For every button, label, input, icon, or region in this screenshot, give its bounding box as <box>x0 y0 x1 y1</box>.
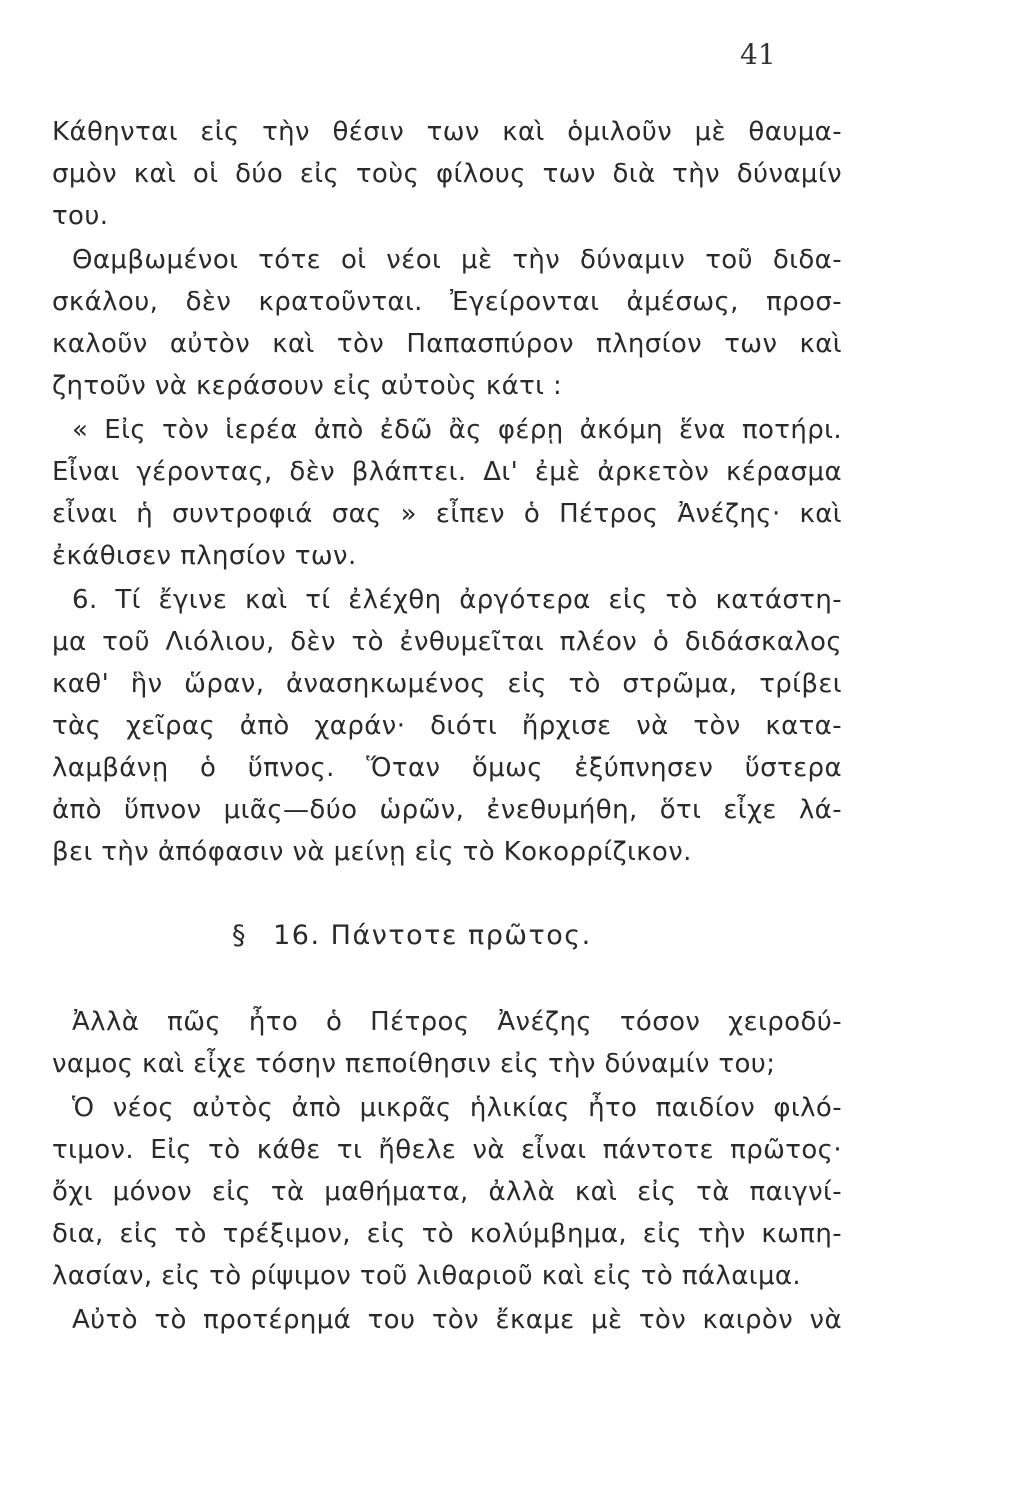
text-line: λαμβάνῃ ὁ ὕπνος. Ὅταν ὅμως ἐξύπνησεν ὕστερα <box>52 753 842 783</box>
text-line: βει τὴν ἀπόφασιν νὰ μείνῃ εἰς τὸ Κοκορρίζικον. <box>52 837 692 867</box>
text-line: εἶναι ἡ συντροφιά σας » εἶπεν ὁ Πέτρος Ἀνέζης· καὶ <box>52 499 842 529</box>
text-line: Κάθηνται εἰς τὴν θέσιν των καὶ ὁμιλοῦν μὲ θαυμα- <box>52 117 842 147</box>
text-line: μα τοῦ Λιόλιου, δὲν τὸ ἐνθυμεῖται πλέον ὁ διδάσκαλος <box>52 627 842 657</box>
text-line: σκάλου, δὲν κρατοῦνται. Ἐγείρονται ἀμέσως, προσ- <box>52 287 842 317</box>
text-line: Θαμβωμένοι τότε οἱ νέοι μὲ τὴν δύναμιν τοῦ διδα- <box>72 245 842 275</box>
text-line: λασίαν, εἰς τὸ ρίψιμον τοῦ λιθαριοῦ καὶ εἰς τὸ πάλαιμα. <box>52 1261 802 1291</box>
text-line: του. <box>52 201 109 231</box>
text-line: ἀπὸ ὕπνον μιᾶς—δύο ὡρῶν, ἐνεθυμήθη, ὅτι εἶχε λά- <box>52 795 842 825</box>
text-line: Ἀλλὰ πῶς ἦτο ὁ Πέτρος Ἀνέζης τόσον χειροδύ- <box>72 1007 842 1037</box>
text-line: 6. Τί ἔγινε καὶ τί ἐλέχθη ἀργότερα εἰς τὸ κατάστη- <box>72 585 842 615</box>
text-line: Αὐτὸ τὸ προτέρημά του τὸν ἔκαμε μὲ τὸν καιρὸν νὰ <box>72 1305 842 1335</box>
text-line: σμὸν καὶ οἱ δύο εἰς τοὺς φίλους των διὰ τὴν δύναμίν <box>52 159 842 189</box>
text-line: τιμον. Εἰς τὸ κάθε τι ἤθελε νὰ εἶναι πάντοτε πρῶτος· <box>52 1135 842 1165</box>
section-number: 16. <box>273 920 321 951</box>
text-line: ὄχι μόνον εἰς τὰ μαθήματα, ἀλλὰ καὶ εἰς τὰ παιγνί- <box>52 1177 842 1207</box>
text-line: τὰς χεῖρας ἀπὸ χαράν· διότι ἤρχισε νὰ τὸν κατα- <box>52 711 842 741</box>
text-line: Εἶναι γέροντας, δὲν βλάπτει. Δι' ἐμὲ ἀρκετὸν κέρασμα <box>52 457 842 487</box>
section-title: Πάντοτε πρῶτος. <box>330 920 592 951</box>
text-line: « Εἰς τὸν ἱερέα ἀπὸ ἐδῶ ἂς φέρῃ ἀκόμη ἕνα ποτήρι. <box>72 415 842 445</box>
text-line: καθ' ἣν ὥραν, ἀνασηκωμένος εἰς τὸ στρῶμα, τρίβει <box>52 669 842 699</box>
text-line: ναμος καὶ εἶχε τόσην πεποίθησιν εἰς τὴν δύναμίν του; <box>52 1049 776 1079</box>
text-line: ἐκάθισεν πλησίον των. <box>52 541 357 571</box>
text-line: Ὁ νέος αὐτὸς ἀπὸ μικρᾶς ἡλικίας ἦτο παιδίον φιλό- <box>72 1093 842 1123</box>
section-symbol: § <box>232 920 247 951</box>
section-heading <box>232 920 592 951</box>
text-line: καλοῦν αὐτὸν καὶ τὸν Παπασπύρον πλησίον των καὶ <box>52 329 842 359</box>
page-number: 41 <box>740 38 776 71</box>
text-line: δια, εἰς τὸ τρέξιμον, εἰς τὸ κολύμβημα, εἰς τὴν κωπη- <box>52 1219 842 1249</box>
text-line: ζητοῦν νὰ κεράσουν εἰς αὐτοὺς κάτι : <box>52 371 563 401</box>
